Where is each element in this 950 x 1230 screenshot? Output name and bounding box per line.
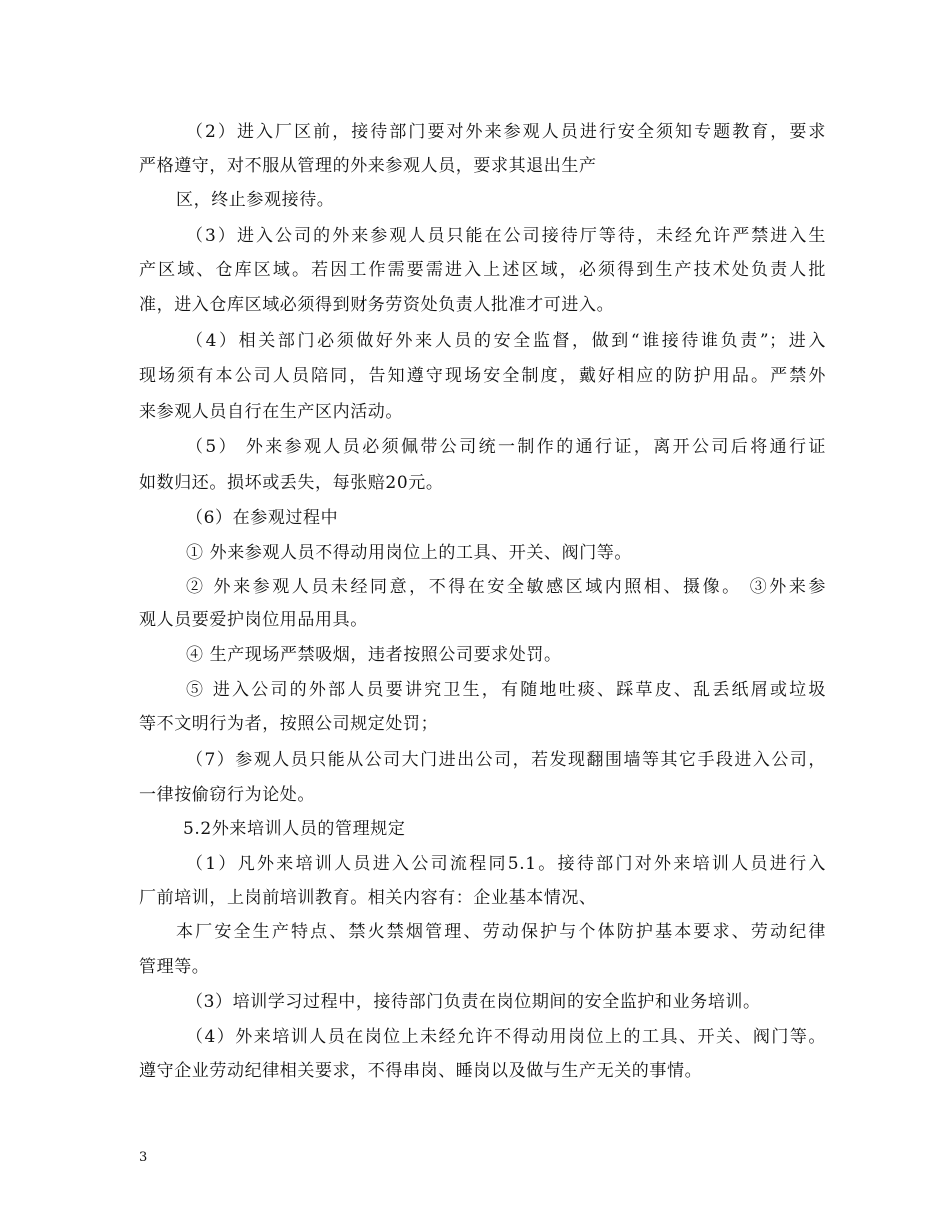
visit-rule-1: ① 外来参观人员不得动用岗位上的工具、开关、阀门等。 (186, 543, 633, 563)
visit-rule-4: ④ 生产现场严禁吸烟，违者按照公司要求处罚。 (186, 645, 562, 665)
visit-rule-5: ⑤ 进入公司的外部人员要讲究卫生，有随地吐痰、踩草皮、乱丢纸屑或垃圾 (186, 680, 826, 700)
paragraph-4-line-3: 来参观人员自行在生产区内活动。 (139, 402, 403, 422)
visit-rule-5-continued: 等不文明行为者，按照公司规定处罚； (139, 714, 439, 734)
paragraph-4-line-2: 现场须有本公司人员陪同，告知遵守现场安全制度，戴好相应的防护用品。严禁外 (139, 366, 826, 386)
training-paragraph-1-line-3: 本厂安全生产特点、禁火禁烟管理、劳动保护与个体防护基本要求、劳动纪律 (176, 922, 826, 942)
paragraph-2-line-3: 区，终止参观接待。 (176, 190, 335, 210)
paragraph-2-line-2: 严格遵守，对不服从管理的外来参观人员，要求其退出生产 (139, 156, 597, 176)
paragraph-3-line-3: 准，进入仓库区域必须得到财务劳资处负责人批准才可进入。 (139, 295, 615, 315)
visit-rule-3-continued: 观人员要爱护岗位用品用具。 (139, 610, 368, 630)
paragraph-6-heading: （6）在参观过程中 (186, 508, 339, 528)
paragraph-3-line-1: （3）进入公司的外来参观人员只能在公司接待厅等待，未经允许严禁进入生 (186, 226, 826, 246)
training-paragraph-1-line-1: （1）凡外来培训人员进入公司流程同5.1。接待部门对外来培训人员进行入 (186, 854, 826, 874)
training-paragraph-4-line-2: 遵守企业劳动纪律相关要求，不得串岗、睡岗以及做与生产无关的事情。 (139, 1061, 703, 1081)
training-paragraph-1-line-2: 厂前培训，上岗前培训教育。相关内容有：企业基本情况、 (139, 888, 597, 908)
paragraph-2-line-1: （2）进入厂区前，接待部门要对外来参观人员进行安全须知专题教育，要求 (186, 122, 826, 142)
visit-rule-2-and-3: ② 外来参观人员未经同意，不得在安全敏感区域内照相、摄像。 ③外来参 (186, 577, 826, 597)
training-paragraph-3: （3）培训学习过程中，接待部门负责在岗位期间的安全监护和业务培训。 (186, 992, 761, 1012)
paragraph-7-line-2: 一律按偷窃行为论处。 (139, 785, 315, 805)
paragraph-5-line-1: （5） 外来参观人员必须佩带公司统一制作的通行证，离开公司后将通行证 (186, 437, 826, 457)
paragraph-4-line-1: （4）相关部门必须做好外来人员的安全监督，做到“谁接待谁负责”；进入 (186, 331, 826, 351)
paragraph-7-line-1: （7）参观人员只能从公司大门进出公司，若发现翻围墙等其它手段进入公司， (186, 750, 826, 770)
section-5-2-title: 5.2外来培训人员的管理规定 (183, 819, 406, 839)
training-paragraph-4-line-1: （4）外来培训人员在岗位上未经允许不得动用岗位上的工具、开关、阀门等。 (186, 1027, 826, 1047)
page-number: 3 (139, 1150, 148, 1165)
paragraph-3-line-2: 产区域、仓库区域。若因工作需要需进入上述区域，必须得到生产技术处负责人批 (139, 260, 826, 280)
training-paragraph-1-line-4: 管理等。 (139, 957, 210, 977)
paragraph-5-line-2: 如数归还。损坏或丢失，每张赔20元。 (139, 473, 444, 493)
